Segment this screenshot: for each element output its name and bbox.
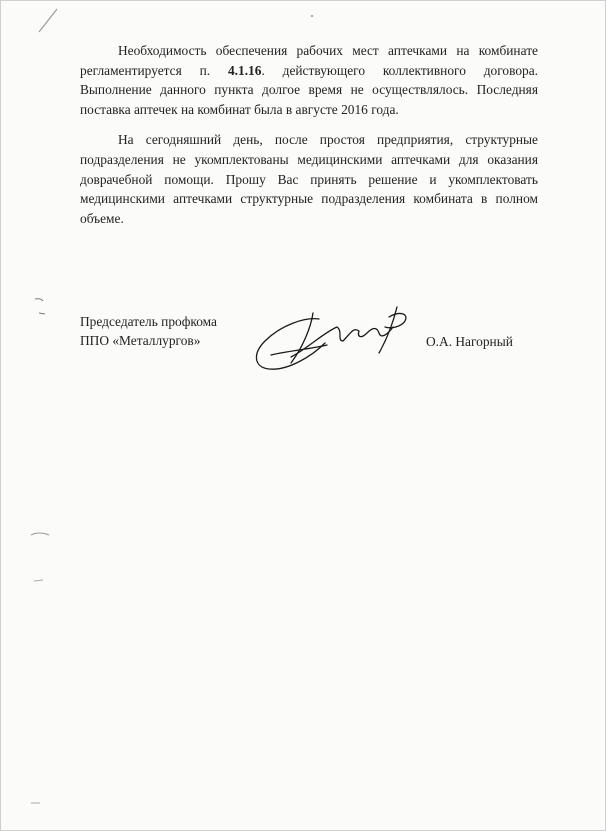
signatory-position-line-2: ППО «Металлургов» (80, 333, 201, 348)
contract-clause-reference: 4.1.16 (227, 62, 262, 78)
letter-body (80, 41, 538, 239)
signatory-name: О.А. Нагорный (426, 334, 513, 349)
paragraph-1-text-end: . действующего коллективного договора. Выполнение данного пункта долгое время не осуществлялось. Последняя поставка аптечек на комбинат была в августе 2016 года. (80, 62, 538, 117)
hole-punch-mark-1 (31, 295, 51, 319)
hole-punch-mark-2 (29, 529, 51, 541)
paragraph-2: На сегодняшний день, после простоя предприятия, структурные подразделения не укомплектованы медицинскими аптечками для оказания доврачебной помощи. Прошу Вас принять решение и укомплектовать медицинскими аптечками структурные подразделения комбината в полном объеме. (80, 132, 538, 226)
scan-mark-4 (29, 797, 43, 809)
hole-punch-mark-3 (31, 575, 47, 587)
signatory-position-line-1: Председатель профкома (80, 314, 217, 329)
paragraph-1 (80, 41, 538, 119)
signatory-position (80, 312, 217, 350)
handwritten-signature (247, 297, 417, 381)
paragraph-1-text-start: Необходимость обеспечения рабочих мест аптечками на комбинате регламентируется п. (80, 43, 538, 78)
scan-mark-top (35, 5, 65, 35)
scan-mark-dot (309, 13, 315, 19)
